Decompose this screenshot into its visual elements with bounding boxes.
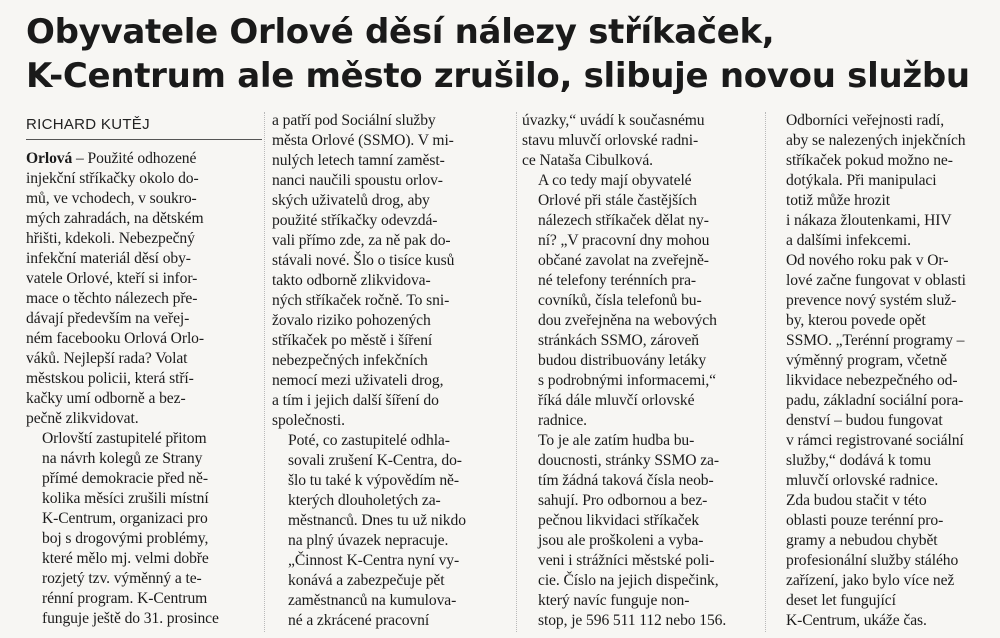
text-line: funguje ještě do 31. prosince (42, 610, 219, 627)
text-line: stavu mluvčí orlovské radni- (522, 132, 699, 149)
text-line: budou distribuovány letáky (538, 352, 707, 369)
text-line: injekční stříkačky okolo do- (26, 170, 199, 187)
column-divider (765, 112, 766, 632)
text-line: SSMO. „Terénní programy – (786, 332, 965, 349)
paragraph (522, 171, 762, 431)
text-line: mace o těchto nálezech pře- (26, 290, 198, 307)
text-line: kolika měsíci zrušili místní (42, 490, 209, 507)
text-line: infekční materiál děsí oby- (26, 250, 191, 267)
text-line: Orlovští zastupitelé přitom (42, 430, 207, 447)
text-line: stop, je 596 511 112 nebo 156. (538, 612, 727, 629)
text-line: Poté, co zastupitelé odhla- (288, 432, 450, 449)
text-line: městskou policii, která stří- (26, 370, 194, 387)
text-line: zařízení, jako bylo více než (786, 572, 955, 589)
text-line: kačky umí odborně a bez- (26, 390, 186, 407)
text-line: ném facebooku Orlová Orlo- (26, 330, 204, 347)
text-line: Zda budou stačit v této (786, 492, 927, 509)
text-line: a tím i jejich další šíření do (272, 392, 439, 409)
text-line: tím žádná taková čísla neob- (538, 472, 714, 489)
text-line: oblasti pouze terénní pro- (786, 512, 944, 529)
text-line: vatele Orlové, kteří si infor- (26, 270, 198, 287)
text-line: sahují. Pro odbornou a bez- (538, 492, 708, 509)
text-line (26, 149, 258, 169)
text-line: konává a zabezpečuje pět (288, 572, 445, 589)
text-line: cie. Číslo na jejich dispečink, (538, 572, 719, 589)
text-line: v rámci registrované sociální (786, 432, 964, 449)
byline: RICHARD KUTĚJ (26, 116, 150, 133)
dateline: Orlová (26, 150, 73, 167)
text-line: města Orlové (SSMO). V mi- (272, 132, 454, 149)
text-line: K-Centrum, ukáže čas. (786, 612, 927, 629)
text-line: ských uživatelů drog, aby (272, 192, 430, 209)
text-line: použité stříkačky odevzdá- (272, 212, 438, 229)
text-line: stávali nové. Šlo o tisíce kusů (272, 252, 455, 269)
paragraph (522, 431, 762, 631)
text-line: který navíc funguje non- (538, 592, 690, 609)
text-line: ce Nataša Cibulková. (522, 152, 653, 169)
article-column-4 (770, 111, 994, 631)
text-line: profesionální služby stálého (786, 552, 959, 569)
text-line: pečnou likvidaci stříkaček (538, 512, 700, 529)
text-line: vali přímo zde, za ně pak do- (272, 232, 451, 249)
text-line: společnosti. (272, 412, 345, 429)
article-headline (26, 10, 986, 98)
text-line: dou zveřejněna na webových (538, 312, 717, 329)
text-line: ní? „V pracovní dny mohou (538, 232, 710, 249)
text-line: občané zavolat na zveřejně- (538, 252, 709, 269)
text-line: rénní program. K-Centrum (42, 590, 208, 607)
text-line: mých zahradách, na dětském (26, 210, 204, 227)
text-line: žovalo riziko pohozených (272, 312, 431, 329)
paragraph (522, 111, 762, 171)
text-line: prevence nový systém služ- (786, 292, 957, 309)
text-line: jsou ale proškoleni a vyba- (538, 532, 704, 549)
text-line: pečně zlikvidovat. (26, 410, 139, 427)
text-line: sovali zrušení K-Centra, do- (288, 452, 462, 469)
text-line: né telefony terénních pra- (538, 272, 697, 289)
text-line: městnanců. Dnes tu už nikdo (288, 512, 466, 529)
text-line: nebezpečných infekčních (272, 352, 428, 369)
text-line: deset let fungující (786, 592, 896, 609)
text-line: stříkaček pokud možno ne- (786, 152, 953, 169)
text-line: i nákaza žloutenkami, HIV (786, 212, 952, 229)
text-line: doucnosti, stránky SSMO za- (538, 452, 719, 469)
text-line: Orlové při stále častějších (538, 192, 697, 209)
article-column-2 (272, 111, 512, 631)
text-line: a dalšími infekcemi. (786, 232, 911, 249)
text-line: mů, ve vchodech, v soukro- (26, 190, 197, 207)
paragraph (770, 111, 994, 251)
text-line: totiž může hrozit (786, 192, 890, 209)
headline-line-2: K-Centrum ale město zrušilo, slibuje novou službu (26, 56, 970, 96)
text-line: lové začne fungovat v oblasti (786, 272, 966, 289)
text-line: takto odborně zlikvidova- (272, 272, 431, 289)
text-line: stříkaček po městě i šíření (272, 332, 433, 349)
text-line: aby se nalezených injekčních (786, 132, 966, 149)
text-line: dávají především na veřej- (26, 310, 190, 327)
text-line: rozjetý tzv. výměnný a te- (42, 570, 202, 587)
text-line: zaměstnanců na kumulova- (288, 592, 457, 609)
column-divider (516, 112, 517, 632)
text-line: denství – budou fungovat (786, 412, 943, 429)
text-line: mluvčí orlovské radnice. (786, 472, 939, 489)
text-line: radnice. (538, 412, 587, 429)
paragraph (26, 429, 258, 629)
text-line: „Činnost K-Centra nyní vy- (288, 552, 460, 569)
text-line: by, kterou povede opět (786, 312, 926, 329)
paragraph (26, 149, 258, 429)
text-line: nemocí mezi uživateli drog, (272, 372, 444, 389)
column-divider (264, 112, 265, 632)
text-fragment: – Použité odhozené (76, 150, 197, 167)
text-line: které mělo mj. velmi dobře (42, 550, 209, 567)
text-line: na návrh kolegů ze Strany (42, 450, 203, 467)
text-line: nanci naučili spoustu orlov- (272, 172, 443, 189)
text-line: veni i strážníci městské poli- (538, 552, 715, 569)
text-line: covníků, čísla telefonů bu- (538, 292, 702, 309)
text-line: Odborníci veřejnosti radí, (786, 112, 945, 129)
text-line: říká dále mluvčí orlovské (538, 392, 695, 409)
paragraph (272, 111, 512, 431)
article-column-1 (26, 149, 258, 629)
text-line: váků. Nejlepší rada? Volat (26, 350, 188, 367)
text-line: K-Centrum, organizaci pro (42, 510, 208, 527)
paragraph (770, 491, 994, 631)
text-line: služby,“ dodává k tomu (786, 452, 931, 469)
text-line: nulých letech tamní zaměst- (272, 152, 445, 169)
text-line: přímé demokracie před ně- (42, 470, 208, 487)
headline-line-1: Obyvatele Orlové děsí nálezy stříkaček, (26, 12, 775, 52)
text-line: stránkách SSMO, zároveň (538, 332, 699, 349)
text-line: ných stříkaček ročně. To sni- (272, 292, 450, 309)
text-line: úvazky,“ uvádí k současnému (522, 112, 705, 129)
text-line: né a zkrácené pracovní (288, 612, 430, 629)
byline-rule (26, 139, 262, 140)
paragraph (272, 431, 512, 631)
text-line: A co tedy mají obyvatelé (538, 172, 692, 189)
text-line: To je ale zatím hudba bu- (538, 432, 695, 449)
text-line: boj s drogovými problémy, (42, 530, 209, 547)
text-line: Od nového roku pak v Or- (786, 252, 949, 269)
text-line: likvidace nebezpečného od- (786, 372, 958, 389)
text-line: nálezech stříkaček dělat ny- (538, 212, 709, 229)
text-line: šlo tu také k výpovědím ně- (288, 472, 459, 489)
text-line: kterých dlouholetých za- (288, 492, 441, 509)
text-line: s podrobnými informacemi,“ (538, 372, 716, 389)
text-line: na plný úvazek nepracuje. (288, 532, 449, 549)
paragraph (770, 251, 994, 491)
article-column-3 (522, 111, 762, 631)
text-line: výměnný program, včetně (786, 352, 947, 369)
text-line: a patří pod Sociální služby (272, 112, 436, 129)
text-line: hřišti, kdekoli. Nebezpečný (26, 230, 195, 247)
text-line: gramy a nebudou chybět (786, 532, 938, 549)
text-line: padu, základní sociální pora- (786, 392, 964, 409)
text-line: dotýkala. Při manipulaci (786, 172, 937, 189)
